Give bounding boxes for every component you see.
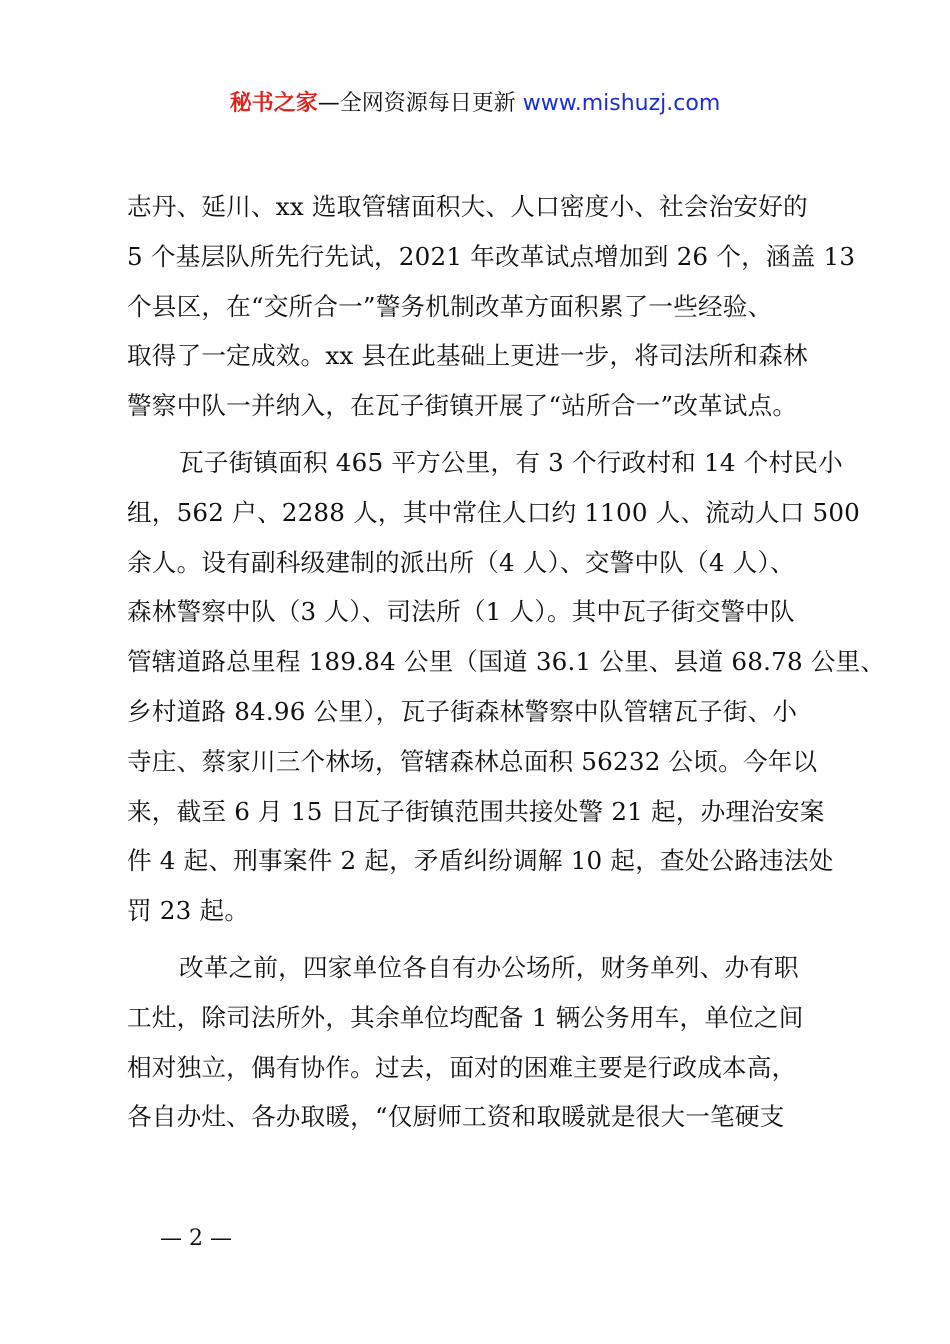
text-line: 相对独立，偶有协作。过去，面对的困难主要是行政成本高， (127, 1052, 797, 1082)
page-number: — 2 — (160, 1226, 232, 1251)
text-line: 取得了一定成效。xx 县在此基础上更进一步，将司法所和森林 (127, 341, 808, 371)
text-line: 寺庄、蔡家川三个林场，管辖森林总面积 56232 公顷。今年以 (127, 746, 818, 776)
text-line: 各自办灶、各办取暖，“仅厨师工资和取暖就是很大一笔硬支 (127, 1102, 785, 1132)
text-line: 罚 23 起。 (127, 896, 250, 926)
text-line: 乡村道路 84.96 公里），瓦子街森林警察中队管辖瓦子街、小 (127, 696, 798, 726)
site-header (0, 86, 950, 122)
text-line: 工灶，除司法所外，其余单位均配备 1 辆公务用车，单位之间 (127, 1002, 804, 1032)
header-tagline: —全网资源每日更新 (317, 91, 516, 116)
text-line: 5 个基层队所先行先试，2021 年改革试点增加到 26 个，涵盖 13 (127, 241, 856, 271)
text-line: 志丹、延川、xx 选取管辖面积大、人口密度小、社会治安好的 (127, 192, 808, 221)
text-line: 余人。设有副科级建制的派出所（4 人）、交警中队（4 人）、 (127, 547, 795, 577)
text-line: 改革之前，四家单位各自有办公场所，财务单列、办有职 (179, 952, 799, 982)
text-line: 管辖道路总里程 189.84 公里（国道 36.1 公里、县道 68.78 公里、 (127, 647, 886, 677)
document-body (127, 182, 886, 1142)
site-url-link[interactable]: www.mishuzj.com (522, 91, 721, 116)
text-line: 组，562 户、2288 人，其中常住人口约 1100 人、流动人口 500 (127, 497, 861, 527)
paragraph-1 (127, 182, 856, 431)
paragraph-3 (127, 943, 847, 1142)
text-line: 来，截至 6 月 15 日瓦子街镇范围共接处警 21 起，办理治安案 (127, 796, 825, 826)
text-line: 警察中队一并纳入，在瓦子街镇开展了“站所合一”改革试点。 (127, 391, 798, 421)
paragraph-2 (127, 438, 886, 936)
text-line: 森林警察中队（3 人）、司法所（1 人）。其中瓦子街交警中队 (127, 597, 795, 627)
text-line: 瓦子街镇面积 465 平方公里，有 3 个行政村和 14 个村民小 (179, 447, 843, 477)
text-line: 个县区，在“交所合一”警务机制改革方面积累了一些经验、 (127, 291, 773, 321)
text-line: 件 4 起、刑事案件 2 起，矛盾纠纷调解 10 起，查处公路违法处 (127, 846, 834, 876)
brand-name: 秘书之家 (229, 91, 318, 116)
